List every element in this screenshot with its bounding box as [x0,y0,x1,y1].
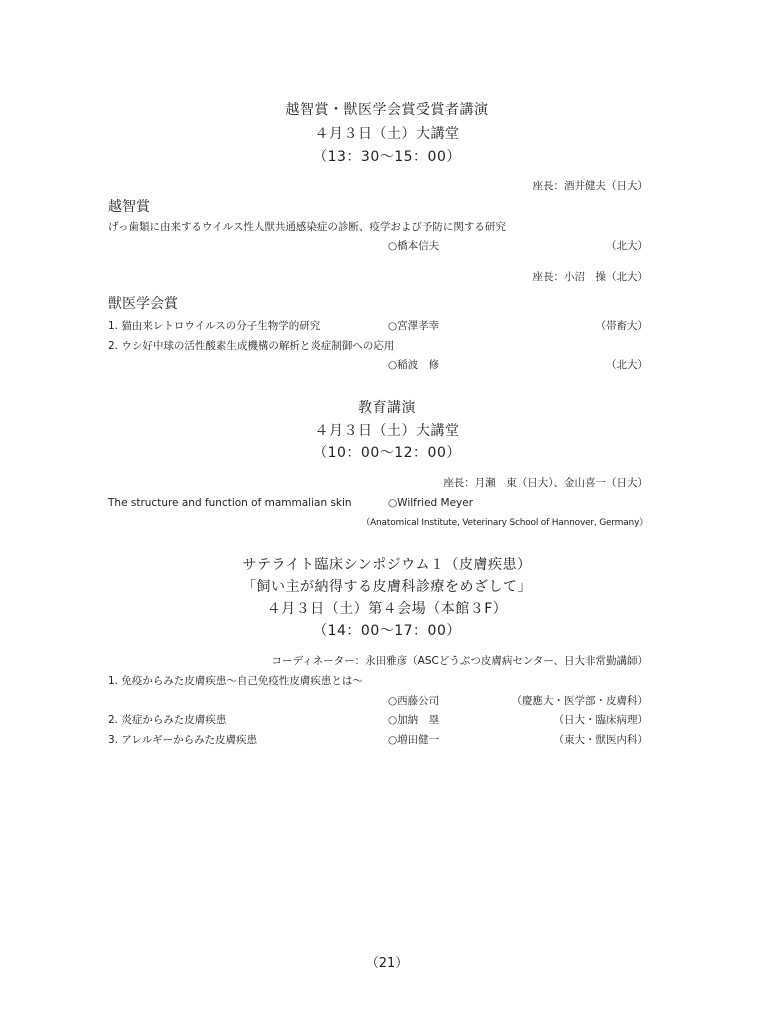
award-chair-2: 座長：小沼 操（北大） [532,271,648,283]
satellite-item-3-affiliation: （東大・獣医内科） [553,734,648,746]
satellite-item-2-speaker: ○加納 塁 [388,714,440,726]
education-talk-title: The structure and function of mammalian skin [108,497,352,509]
jsvs-item-1-speaker: ○宮澤孝幸 [388,320,440,332]
jsvs-item-2-speaker: ○稲波 修 [388,359,440,371]
education-speaker: ○Wilfried Meyer [388,497,474,509]
education-affiliation: （Anatomical Institute, Veterinary School of Hannover, Germany） [361,518,648,528]
award-lecture-time: （13：30～15：00） [313,149,461,165]
satellite-coordinator: コーディネーター：永田雅彦（ASCどうぶつ皮膚病センター、日大非常勤講師） [271,655,648,667]
satellite-item-1-affiliation: （慶應大・医学部・皮膚科） [511,695,648,707]
education-chair: 座長：月瀬 東（日大）、金山喜一（日大） [443,477,648,489]
jsvs-item-2-title: 2. ウシ好中球の活性酸素生成機構の解析と炎症制御への応用 [108,340,395,352]
jsvs-item-1-affiliation: （帯畜大） [595,320,648,332]
education-lecture-title: 教育講演 [358,400,416,416]
satellite-time: （14：00～17：00） [313,623,461,639]
ochi-award-talk-title: げっ歯類に由来するウイルス性人獣共通感染症の診断、疫学および予防に関する研究 [108,221,506,233]
education-lecture-time: （10：00～12：00） [313,445,461,461]
award-lecture-datetime: ４月３日（土）大講堂 [314,126,460,142]
ochi-award-speaker: ○橋本信夫 [388,240,440,252]
satellite-item-2-title: 2. 炎症からみた皮膚疾患 [108,714,227,726]
education-lecture-datetime: ４月３日（土）大講堂 [314,423,460,439]
satellite-item-1-title: 1. 免疫からみた皮膚疾患～自己免疫性皮膚疾患とは～ [108,675,363,687]
award-lecture-title: 越智賞・獣医学会賞受賞者講演 [285,102,489,118]
satellite-item-1-speaker: ○西藤公司 [388,695,440,707]
page-number: （21） [365,956,409,971]
satellite-title: サテライト臨床シンポジウム１（皮膚疾患） [242,557,532,573]
satellite-item-3-speaker: ○増田健一 [388,734,440,746]
satellite-datetime: ４月３日（土）第４会場（本館３F） [266,601,508,617]
award-chair-1: 座長：酒井健夫（日大） [532,180,648,192]
jsvs-award-heading: 獣医学会賞 [108,296,178,312]
satellite-item-3-title: 3. アレルギーからみた皮膚疾患 [108,734,258,746]
satellite-item-2-affiliation: （日大・臨床病理） [553,714,648,726]
ochi-award-heading: 越智賞 [108,199,150,215]
ochi-award-affiliation: （北大） [606,240,648,252]
jsvs-item-1-title: 1. 猫由来レトロウイルスの分子生物学的研究 [108,320,321,332]
satellite-subtitle: 「飼い主が納得する皮膚科診療をめざして」 [242,579,532,595]
jsvs-item-2-affiliation: （北大） [606,359,648,371]
